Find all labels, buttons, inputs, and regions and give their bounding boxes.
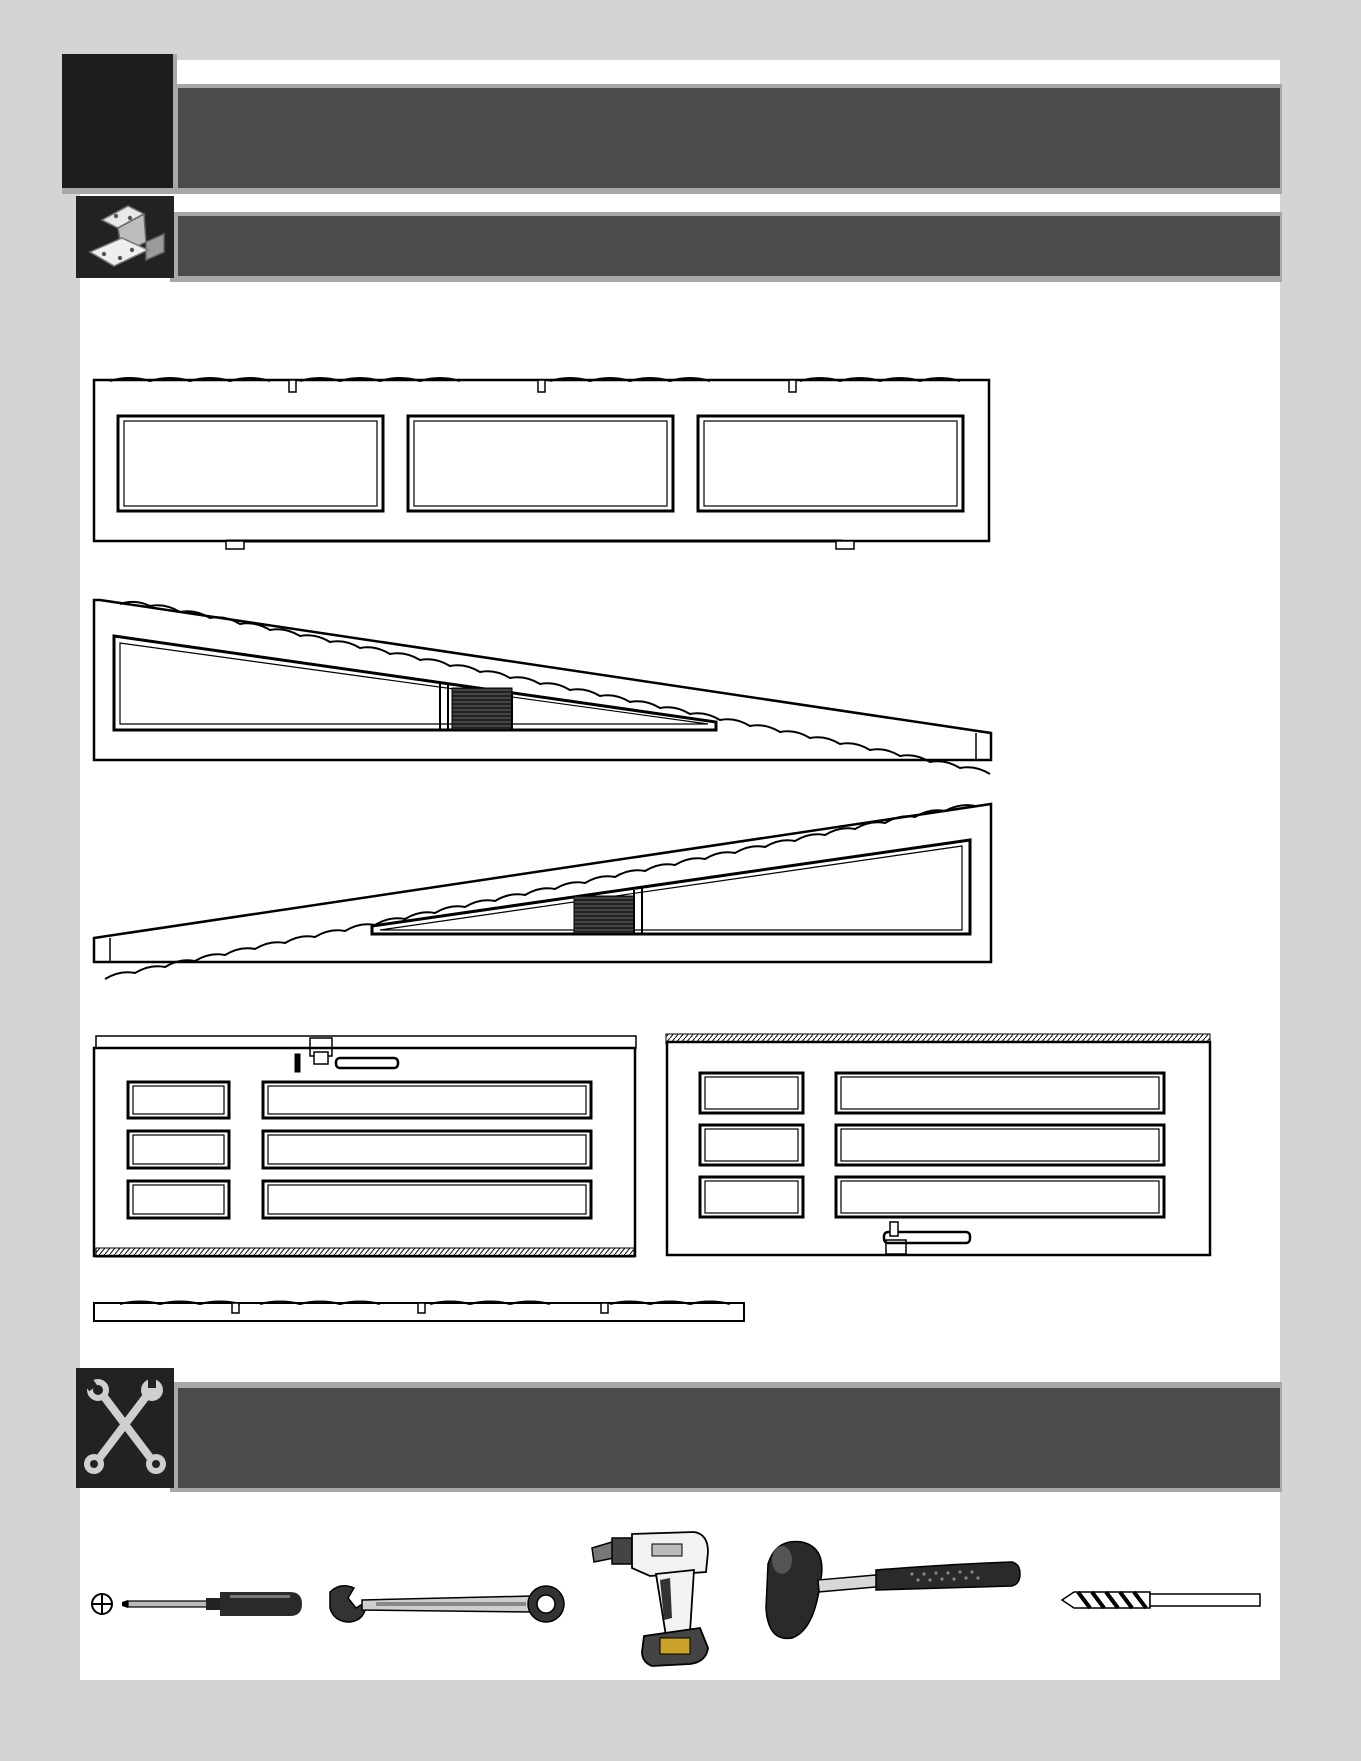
crossed-wrenches-icon — [76, 1368, 174, 1488]
tools-icon-box — [76, 1368, 174, 1488]
front-wall-panel — [94, 378, 989, 549]
right-gable-panel — [94, 804, 991, 979]
right-door-panel — [666, 1034, 1210, 1255]
phillips-screwdriver-icon — [90, 1580, 310, 1630]
floor-rail — [94, 1302, 744, 1322]
left-gable-panel — [94, 600, 991, 774]
rubber-mallet-icon — [762, 1534, 1024, 1644]
left-door-panel — [94, 1036, 636, 1257]
tools-section-bar — [178, 1388, 1280, 1488]
drill-bit-icon — [1060, 1588, 1266, 1612]
combination-wrench-icon — [326, 1580, 572, 1630]
cordless-drill-icon — [590, 1528, 722, 1668]
